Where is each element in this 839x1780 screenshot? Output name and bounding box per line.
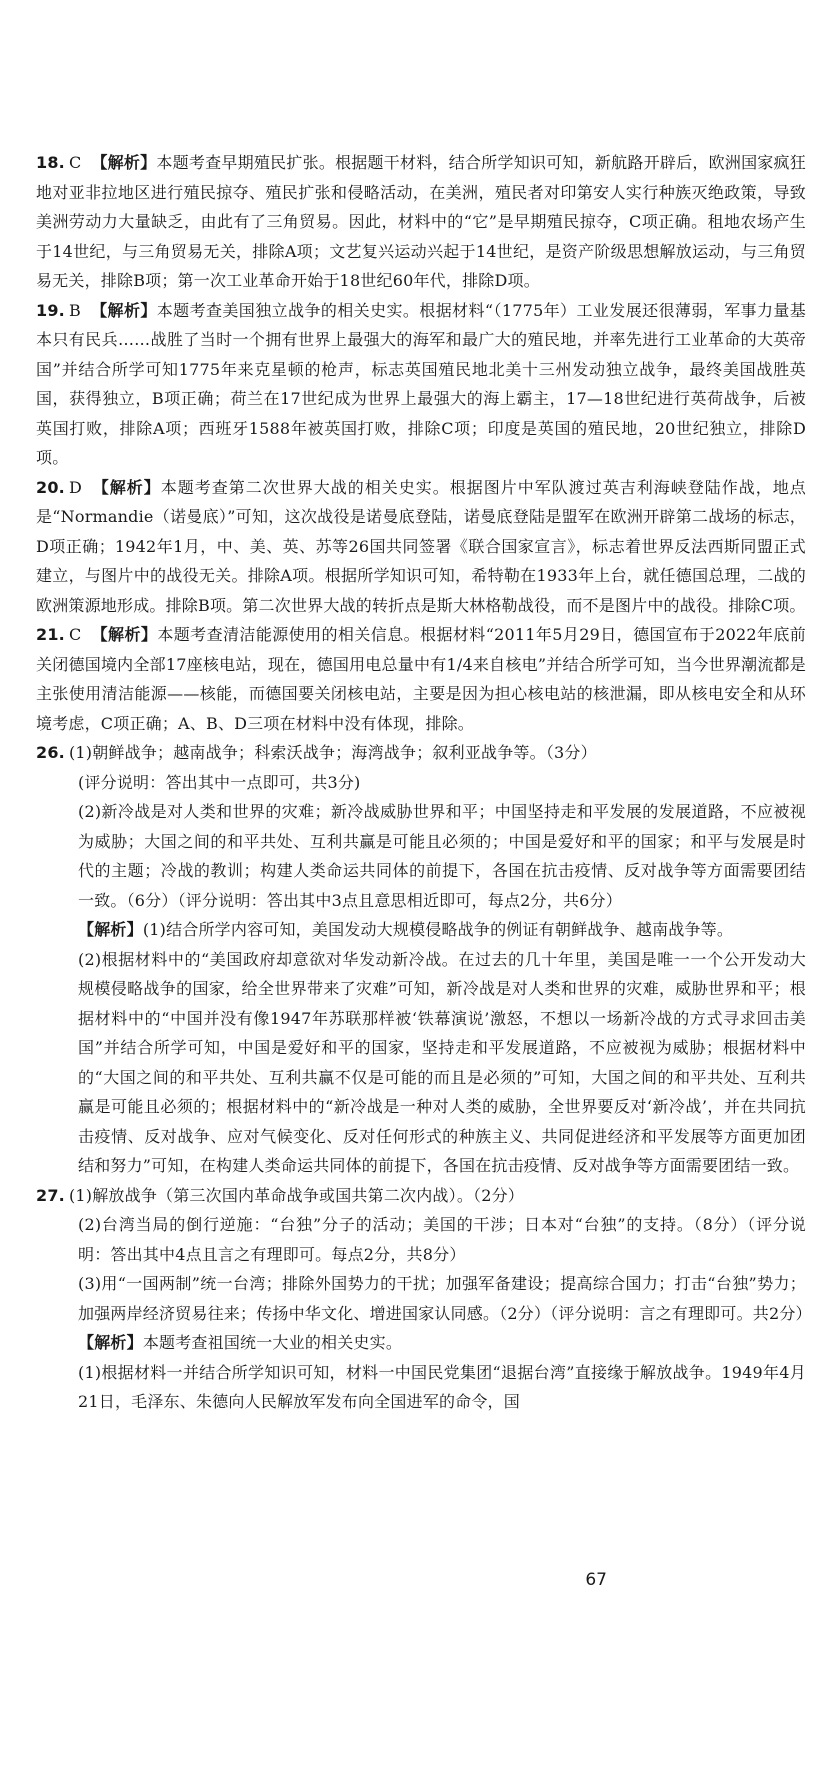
q26-part1	[36, 738, 806, 768]
answer-choice: B	[68, 300, 81, 320]
answer-text: (1)解放战争（第三次国内革命战争或国共第二次内战）。（2分）	[68, 1185, 524, 1205]
q27-part3: (3)用“一国两制”统一台湾；排除外国势力的干扰；加强军备建设；提高综合国力；打击“台独”势力；加强两岸经济贸易往来；传扬中华文化、增进国家认同感。（2分）（评分说明：言之有理即可。共2分）	[78, 1274, 812, 1323]
q19-answer	[36, 296, 806, 473]
question-number: 20.	[36, 477, 65, 497]
q27-part2: (2)台湾当局的倒行逆施：“台独”分子的活动；美国的干涉；日本对“台独”的支持。（8分）（评分说明：答出其中4点且言之有理即可。每点2分，共8分）	[78, 1215, 806, 1264]
analysis-tag: 【解析】	[91, 153, 157, 172]
analysis-text: 本题考查祖国统一大业的相关史实。	[142, 1333, 403, 1352]
question-number: 27.	[36, 1185, 65, 1205]
analysis-tag: 【解析】	[91, 625, 158, 644]
q26-analysis-1	[36, 915, 806, 945]
analysis-text: 本题考查美国独立战争的相关史实。根据材料“（1775年）工业发展还很薄弱，军事力量基本只有民兵……战胜了当时一个拥有世界上最强大的海军和最广大的殖民地，并率先进行工业革命的大英帝国”并结合所学可知1775年来克星顿的枪声，标志英国殖民地北美十三州发动独立战争，最终美国战胜英国，获得独立，B项正确；荷兰在17世纪成为世界上最强大的海上霸主，17—18世纪进行英荷战争，后被英国打败，排除A项；西班牙1588年被英国打败，排除C项；印度是英国的殖民地，20世纪独立，排除D项。	[36, 300, 806, 467]
answer-choice: C	[68, 153, 82, 172]
q18-answer	[36, 148, 806, 296]
q21-answer	[36, 620, 806, 738]
analysis-tag: 【解析】	[91, 477, 161, 497]
answer-content	[36, 148, 812, 1417]
analysis-tag: 【解析】	[78, 1333, 143, 1352]
answer-choice: D	[68, 477, 82, 497]
question-number: 26.	[36, 743, 65, 762]
q27-analysis-intro	[36, 1328, 806, 1358]
analysis-text: 本题考查第二次世界大战的相关史实。根据图片中军队渡过英吉利海峡登陆作战，地点是“Normandie（诺曼底）”可知，这次战役是诺曼底登陆，诺曼底登陆是盟军在欧洲开辟第二战场的标志，D项正确；1942年1月，中、美、英、苏等26国共同签署《联合国家宣言》，标志着世界反法西斯同盟正式建立，与图片中的战役无关。排除A项。根据所学知识可知，希特勒在1933年上台，就任德国总理，二战的欧洲策源地形成。排除B项。第二次世界大战的转折点是斯大林格勒战役，而不是图片中的战役。排除C项。	[36, 477, 806, 615]
answer-choice: C	[68, 625, 82, 644]
analysis-text: (1)结合所学内容可知，美国发动大规模侵略战争的例证有朝鲜战争、越南战争等。	[142, 920, 734, 939]
q27-part1	[36, 1181, 806, 1211]
q20-answer	[36, 473, 806, 621]
answer-text: (1)朝鲜战争；越南战争；科索沃战争；海湾战争；叙利亚战争等。（3分）	[68, 743, 597, 762]
question-number: 21.	[36, 625, 65, 644]
question-number: 18.	[36, 153, 65, 172]
analysis-tag: 【解析】	[90, 300, 157, 320]
q26-part2: (2)新冷战是对人类和世界的灾难；新冷战威胁世界和平；中国坚持走和平发展的发展道路，不应被视为威胁；大国之间的和平共处、互利共赢是可能且必须的；中国是爱好和平的国家；和平与发展是时代的主题；冷战的教训；构建人类命运共同体的前提下，各国在抗击疫情、反对战争等方面需要团结一致。（6分）（评分说明：答出其中3点且意思相近即可，每点2分，共6分）	[78, 802, 806, 910]
q26-analysis-2: (2)根据材料中的“美国政府却意欲对华发动新冷战。在过去的几十年里，美国是唯一一个公开发动大规模侵略战争的国家，给全世界带来了灾难”可知，新冷战是对人类和世界的灾难，威胁世界和平；根据材料中的“中国并没有像1947年苏联那样被‘铁幕演说’激怒，不想以一场新冷战的方式寻求回击美国”并结合所学可知，中国是爱好和平的国家，坚持走和平发展道路，不应被视为威胁；根据材料中的“大国之间的和平共处、互利共赢不仅是可能的而且是必须的”可知，大国之间的和平共处、互利共赢是可能且必须的；根据材料中的“新冷战是一种对人类的威胁，全世界要反对‘新冷战’，并在共同抗击疫情、反对战争、应对气候变化、反对任何形式的种族主义、共同促进经济和平发展等方面更加团结和努力”可知，在构建人类命运共同体的前提下，各国在抗击疫情、反对战争等方面需要团结一致。	[78, 949, 806, 1175]
analysis-tag: 【解析】	[78, 920, 143, 939]
analysis-text: 本题考查早期殖民扩张。根据题干材料，结合所学知识可知，新航路开辟后，欧洲国家疯狂地对亚非拉地区进行殖民掠夺、殖民扩张和侵略活动，在美洲，殖民者对印第安人实行种族灭绝政策，导致美洲劳动力大量缺乏，由此有了三角贸易。因此，材料中的“它”是早期殖民掠夺，C项正确。租地农场产生于14世纪，与三角贸易无关，排除A项；文艺复兴运动兴起于14世纪，是资产阶级思想解放运动，与三角贸易无关，排除B项；第一次工业革命开始于18世纪60年代，排除D项。	[36, 153, 806, 290]
page-number: 67	[585, 1570, 607, 1590]
analysis-text: 本题考查清洁能源使用的相关信息。根据材料“2011年5月29日，德国宣布于2022年底前关闭德国境内全部17座核电站，现在，德国用电总量中有1/4来自核电”并结合所学可知，当今世界潮流都是主张使用清洁能源——核能，而德国要关闭核电站，主要是因为担心核电站的核泄漏，即从核电安全和从环境考虑，C项正确；A、B、D三项在材料中没有体现，排除。	[36, 625, 806, 733]
question-number: 19.	[36, 300, 65, 320]
q27-analysis-1: (1)根据材料一并结合所学知识可知，材料一中国民党集团“退据台湾”直接缘于解放战争。1949年4月21日，毛泽东、朱德向人民解放军发布向全国进军的命令，国	[78, 1362, 806, 1411]
q26-scoring-note: (评分说明：答出其中一点即可，共3分)	[78, 772, 361, 792]
